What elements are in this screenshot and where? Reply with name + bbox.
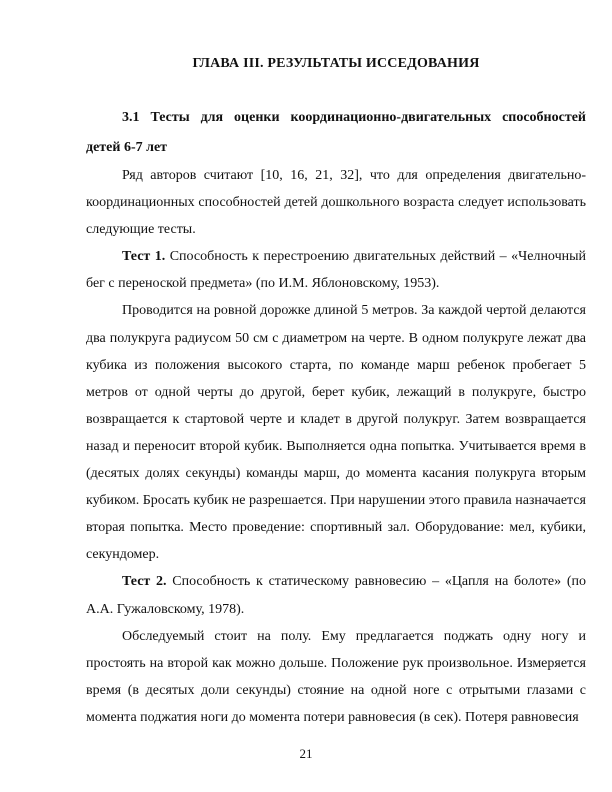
test-1-label: Тест 1. xyxy=(122,249,166,265)
test-2-description: Способность к статическому равновесию – «Цапля на болоте» (по А.А. Гужаловскому, 1978). xyxy=(86,574,587,617)
test-1-description: Способность к перестроению двигательных действий – «Челночный бег с переноской предмета» (по И.М. Яблоновскому, 1953). xyxy=(86,249,587,292)
test-2-label: Тест 2. xyxy=(122,574,167,590)
body-text xyxy=(86,162,586,731)
paragraph-test-2 xyxy=(86,568,586,622)
paragraph-test-2-procedure: Обследуемый стоит на полу. Ему предлагается поджать одну ногу и простоять на второй как можно дольше. Положение рук произвольное. Измеряется время (в десятых доли секунды) стояние на одной ноге с отрытыми глазами с момента поджатия ноги до момента потери равновесия (в сек). Потеря равновесия xyxy=(86,628,586,725)
paragraph-test-1 xyxy=(86,243,586,297)
section-heading: 3.1 Тесты для оценки координационно-двигательных способностей детей 6-7 лет xyxy=(86,110,586,155)
paragraph-test-1-procedure: Проводится на ровной дорожке длиной 5 метров. За каждой чертой делаются два полукруга радиусом 50 см с диаметром на черте. В одном полукруге лежат два кубика из положения высокого старта, по команде марш ребенок пробегает 5 метров от одной черты до другой, берет кубик, лежащий в полукруге, быстро возвращается к стартовой черте и кладет в другой полукруг. Затем возвращается назад и переносит второй кубик. Выполняется одна попытка. Учитывается время в (десятых долях секунды) команды марш, до момента касания полукруга вторым кубиком. Бросать кубик не разрешается. При нарушении этого правила назначается вторая попытка. Место проведение: спортивный зал. Оборудование: мел, кубики, секундомер. xyxy=(86,303,586,563)
paragraph-authors: Ряд авторов считают [10, 16, 21, 32], что для определения двигательно-координационных способностей детей дошкольного возраста следует использовать следующие тесты. xyxy=(86,168,586,238)
page-number: 21 xyxy=(299,746,313,761)
chapter-title: ГЛАВА III. РЕЗУЛЬТАТЫ ИССЕДОВАНИЯ xyxy=(192,56,480,71)
